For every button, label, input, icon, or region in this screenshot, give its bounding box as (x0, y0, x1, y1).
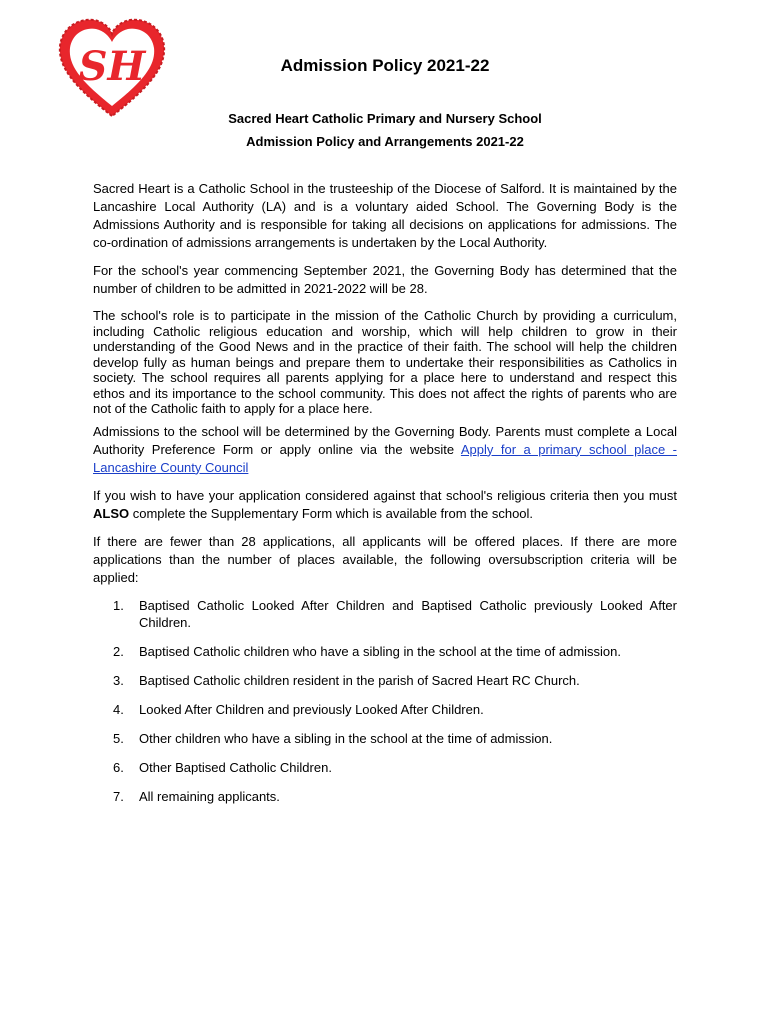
supplementary-text-before: If you wish to have your application considered against that school's religious criteria then you must (93, 487, 677, 503)
list-item-number: 4. (113, 701, 124, 717)
list-item (93, 759, 677, 776)
list-item-number: 1. (113, 597, 124, 613)
admissions-paragraph (93, 423, 677, 477)
list-item (93, 701, 677, 718)
admission-number-paragraph: For the school's year commencing September 2021, the Governing Body has determined that the number of children to be admitted in 2021-2022 will be 28. (93, 263, 677, 296)
list-item (93, 672, 677, 689)
list-item (93, 730, 677, 747)
list-item-text: Other Baptised Catholic Children. (139, 759, 332, 775)
list-item-text: All remaining applicants. (139, 788, 280, 804)
list-item-number: 3. (113, 672, 124, 688)
list-item-text: Looked After Children and previously Looked After Children. (139, 701, 484, 717)
list-item-number: 5. (113, 730, 124, 746)
oversubscription-paragraph: If there are fewer than 28 applications, all applicants will be offered places. If there are more applications than the number of places available, the following oversubscription criteria will be applied: (93, 533, 677, 585)
list-item-text: Baptised Catholic children resident in the parish of Sacred Heart RC Church. (139, 672, 580, 688)
oversubscription-criteria-list (93, 597, 677, 805)
supplementary-form-paragraph (93, 487, 677, 523)
list-item (93, 643, 677, 660)
list-item-text: Baptised Catholic children who have a sibling in the school at the time of admission. (139, 643, 621, 659)
list-item (93, 597, 677, 631)
list-item (93, 788, 677, 805)
school-role-paragraph: The school's role is to participate in the mission of the Catholic Church by providing a curriculum, including Catholic religious education and worship, which will help children to grow in their understanding of the Good News and in the practice of their faith. The school will help the children develop fully as human beings and prepare them to undertake their responsibilities as Catholics in society. The school requires all parents applying for a place here to understand and respect this ethos and its importance to the school community. This does not affect the rights of parents who are not of the Catholic faith to apply for a place here. (93, 308, 677, 416)
supplementary-emphasis: ALSO (93, 505, 130, 521)
logo-monogram: SH (78, 43, 146, 90)
policy-subtitle: Admission Policy and Arrangements 2021-22 (246, 134, 524, 149)
intro-paragraph: Sacred Heart is a Catholic School in the trusteeship of the Diocese of Salford. It is maintained by the Lancashire Local Authority (LA) and is a voluntary aided School. The Governing Body is the Admissions Authority and is responsible for taking all decisions on applications for admissions. The co-ordination of admissions arrangements is undertaken by the Local Authority. (93, 181, 677, 250)
list-item-number: 2. (113, 643, 124, 659)
lancashire-apply-link[interactable]: Apply for a primary school place - Lancashire County Council (93, 441, 677, 475)
list-item-number: 6. (113, 759, 124, 775)
admissions-text: Admissions to the school will be determined by the Governing Body. Parents must complete a Local Authority Preference Form or apply online via the website (93, 423, 677, 457)
supplementary-text-after: complete the Supplementary Form which is available from the school. (129, 505, 534, 521)
list-item-text: Other children who have a sibling in the school at the time of admission. (139, 730, 553, 746)
page-title (0, 56, 770, 76)
page-title-text: Admission Policy 2021-22 (280, 56, 490, 75)
school-name: Sacred Heart Catholic Primary and Nursery School (228, 111, 542, 126)
document-body (93, 180, 677, 817)
list-item-text: Baptised Catholic Looked After Children and Baptised Catholic previously Looked After Children. (139, 597, 677, 630)
list-item-number: 7. (113, 788, 124, 804)
